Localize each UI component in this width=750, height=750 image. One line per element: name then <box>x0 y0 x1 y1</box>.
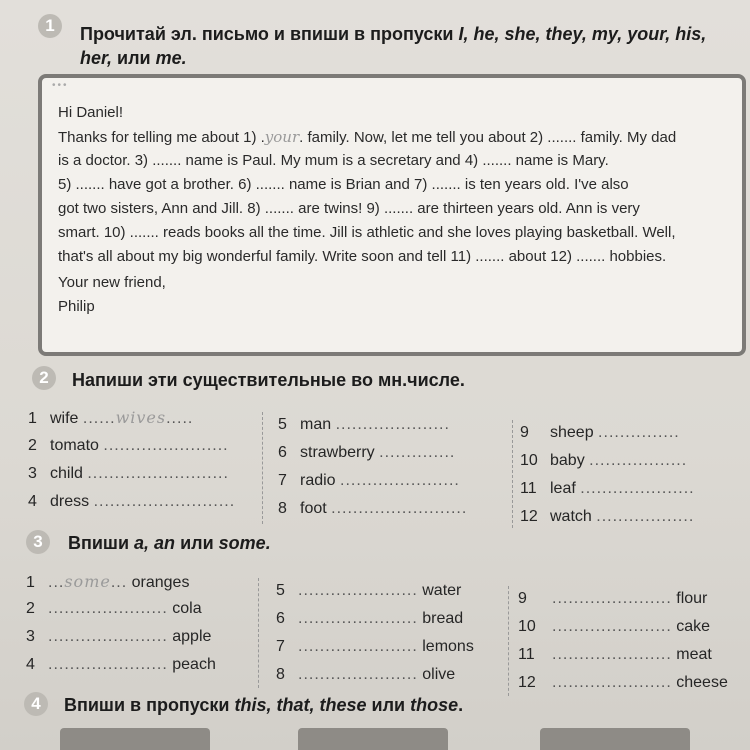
answer-blank[interactable]: ...................... <box>298 666 418 683</box>
letter-line-1 <box>58 128 676 146</box>
item-number: 10 <box>520 452 538 469</box>
answer-blank[interactable]: ..................... <box>580 480 695 497</box>
heading-text: Впиши <box>68 533 130 553</box>
answer-blank[interactable]: ...................... <box>48 628 168 645</box>
list-item <box>278 500 467 518</box>
list-item <box>26 656 216 674</box>
item-word: cheese <box>676 674 728 691</box>
list-item <box>28 408 193 428</box>
item-number: 5 <box>276 582 285 599</box>
item-word: peach <box>172 656 216 673</box>
letter-line-5: smart. 10) ....... reads books all the time. Jill is athletic and she loves playing basketball. Well, <box>58 224 676 241</box>
heading-words: those <box>410 695 459 715</box>
letter-closing: Your new friend, <box>58 274 166 291</box>
item-number: 9 <box>518 590 527 607</box>
item-word: strawberry <box>300 444 375 461</box>
list-item <box>278 416 450 434</box>
item-word: radio <box>300 472 336 489</box>
item-word: meat <box>676 646 712 663</box>
item-word: watch <box>550 508 592 525</box>
item-word: cake <box>676 618 711 635</box>
list-item <box>28 465 229 483</box>
list-item <box>520 452 687 470</box>
answer-blank[interactable]: ..................... <box>335 416 450 433</box>
answer-blank[interactable]: ...................... <box>48 656 168 673</box>
list-item <box>26 600 202 618</box>
exercise-4-picture <box>540 728 690 750</box>
answer-blank[interactable]: ...................... <box>552 618 672 635</box>
answer-blank[interactable]: .............. <box>379 444 456 461</box>
item-number: 7 <box>278 472 287 489</box>
list-item <box>28 437 229 455</box>
answer-blank[interactable]: ...some... <box>48 572 128 591</box>
answer-blank[interactable]: ...................... <box>552 590 672 607</box>
letter-line-3: 5) ....... have got a brother. 6) ....... name is Brian and 7) ....... is ten years old. I've also <box>58 176 629 193</box>
item-word: man <box>300 416 332 433</box>
item-number: 4 <box>26 656 35 673</box>
exercise-1-heading-line2 <box>80 48 187 69</box>
list-item <box>276 610 463 628</box>
handwritten-answer: your <box>264 128 300 146</box>
answer-blank[interactable]: ............... <box>598 424 680 441</box>
item-number: 4 <box>28 493 37 510</box>
answer-blank[interactable]: ...................... <box>298 582 418 599</box>
list-item <box>26 572 189 592</box>
letter-line-4: got two sisters, Ann and Jill. 8) ....... are twins! 9) ....... are thirteen years old. Ann is very <box>58 200 640 217</box>
exercise-4-picture <box>298 728 448 750</box>
exercise-4-number: 4 <box>24 692 48 716</box>
heading-text: Впиши в пропуски <box>64 695 230 715</box>
answer-blank[interactable]: ...................... <box>48 600 168 617</box>
heading-words: some. <box>218 533 271 553</box>
letter-line-2: is a doctor. 3) ....... name is Paul. My mum is a secretary and 4) ....... name is Mary. <box>58 152 609 169</box>
item-word: olive <box>422 666 456 683</box>
heading-words: a, an <box>134 533 176 553</box>
heading-text: или <box>117 48 151 68</box>
list-item <box>278 444 455 462</box>
item-number: 2 <box>28 437 37 454</box>
item-number: 10 <box>518 618 536 635</box>
letter-text: . family. Now, let me tell you about 2) ....... family. My dad <box>299 129 677 146</box>
answer-blank[interactable]: ......wives..... <box>82 408 194 427</box>
item-number: 3 <box>26 628 35 645</box>
item-word: tomato <box>50 437 99 454</box>
exercise-2-heading: Напиши эти существительные во мн.числе. <box>72 370 465 390</box>
item-number: 1 <box>26 574 35 591</box>
letter-line-6: that's all about my big wonderful family. Write soon and tell 11) ....... about 12) ....... hobbies. <box>58 248 667 265</box>
item-word: sheep <box>550 424 594 441</box>
handwritten-answer: some <box>64 572 111 591</box>
item-number: 7 <box>276 638 285 655</box>
item-number: 1 <box>28 410 37 427</box>
email-letter-box <box>38 74 746 356</box>
decorative-dots: ••• <box>52 80 69 91</box>
list-item <box>520 424 680 442</box>
item-word: child <box>50 465 83 482</box>
list-item <box>518 646 712 664</box>
exercise-3-heading <box>68 533 271 554</box>
item-number: 9 <box>520 424 529 441</box>
item-word: bread <box>422 610 464 627</box>
item-number: 6 <box>276 610 285 627</box>
item-number: 5 <box>278 416 287 433</box>
list-item <box>276 582 461 600</box>
answer-blank[interactable]: .................. <box>596 508 695 525</box>
item-word: foot <box>300 500 327 517</box>
item-word: baby <box>550 452 585 469</box>
answer-blank[interactable]: ...................... <box>552 674 672 691</box>
item-number: 12 <box>520 508 538 525</box>
item-word: flour <box>676 590 708 607</box>
item-word: wife <box>50 410 79 427</box>
item-word: apple <box>172 628 212 645</box>
item-number: 8 <box>276 666 285 683</box>
heading-words: her, <box>80 48 113 68</box>
answer-blank[interactable]: ......................... <box>331 500 468 517</box>
heading-text: или <box>180 533 214 553</box>
column-divider <box>258 578 259 688</box>
answer-blank[interactable]: ...................... <box>298 638 418 655</box>
list-item <box>276 666 455 684</box>
item-number: 11 <box>520 480 537 497</box>
item-number: 6 <box>278 444 287 461</box>
heading-words: I, he, she, they, my, your, his, <box>458 24 707 44</box>
answer-blank[interactable]: ....................... <box>103 437 229 454</box>
letter-signature: Philip <box>58 298 95 315</box>
exercise-1-heading <box>80 24 706 45</box>
answer-blank[interactable]: .................. <box>589 452 688 469</box>
handwritten-answer: wives <box>115 408 167 427</box>
item-word: dress <box>50 493 90 510</box>
item-number: 12 <box>518 674 536 691</box>
exercise-1-number: 1 <box>38 14 62 38</box>
heading-text: Прочитай эл. письмо и впиши в пропуски <box>80 24 454 44</box>
list-item <box>28 493 235 511</box>
item-word: cola <box>172 600 202 617</box>
item-word: leaf <box>550 480 576 497</box>
answer-blank[interactable]: .......................... <box>93 493 236 510</box>
column-divider <box>262 412 263 524</box>
exercise-4-picture <box>60 728 210 750</box>
letter-greeting: Hi Daniel! <box>58 104 124 121</box>
item-number: 11 <box>518 646 535 663</box>
item-word: lemons <box>422 638 474 655</box>
list-item <box>518 618 710 636</box>
item-word: oranges <box>131 574 190 591</box>
list-item <box>26 628 211 646</box>
answer-blank[interactable]: .......................... <box>87 465 229 482</box>
list-item <box>520 480 695 498</box>
heading-text: или <box>371 695 406 715</box>
list-item <box>278 472 460 490</box>
exercise-4-heading <box>64 695 463 716</box>
exercise-2-number: 2 <box>32 366 56 390</box>
list-item <box>518 674 728 692</box>
exercise-3-number: 3 <box>26 530 50 554</box>
heading-text: . <box>458 695 464 715</box>
item-number: 2 <box>26 600 35 617</box>
item-word: water <box>422 582 462 599</box>
list-item <box>520 508 694 526</box>
answer-blank[interactable]: ...................... <box>340 472 460 489</box>
heading-words: me. <box>155 48 187 68</box>
heading-words: this, that, these <box>234 695 367 715</box>
answer-blank[interactable]: ...................... <box>298 610 418 627</box>
list-item <box>276 638 474 656</box>
column-divider <box>512 420 513 528</box>
list-item <box>518 590 707 608</box>
item-number: 3 <box>28 465 37 482</box>
item-number: 8 <box>278 500 287 517</box>
answer-blank[interactable]: ...................... <box>552 646 672 663</box>
letter-text: Thanks for telling me about 1) . <box>58 129 265 146</box>
column-divider <box>508 586 509 696</box>
